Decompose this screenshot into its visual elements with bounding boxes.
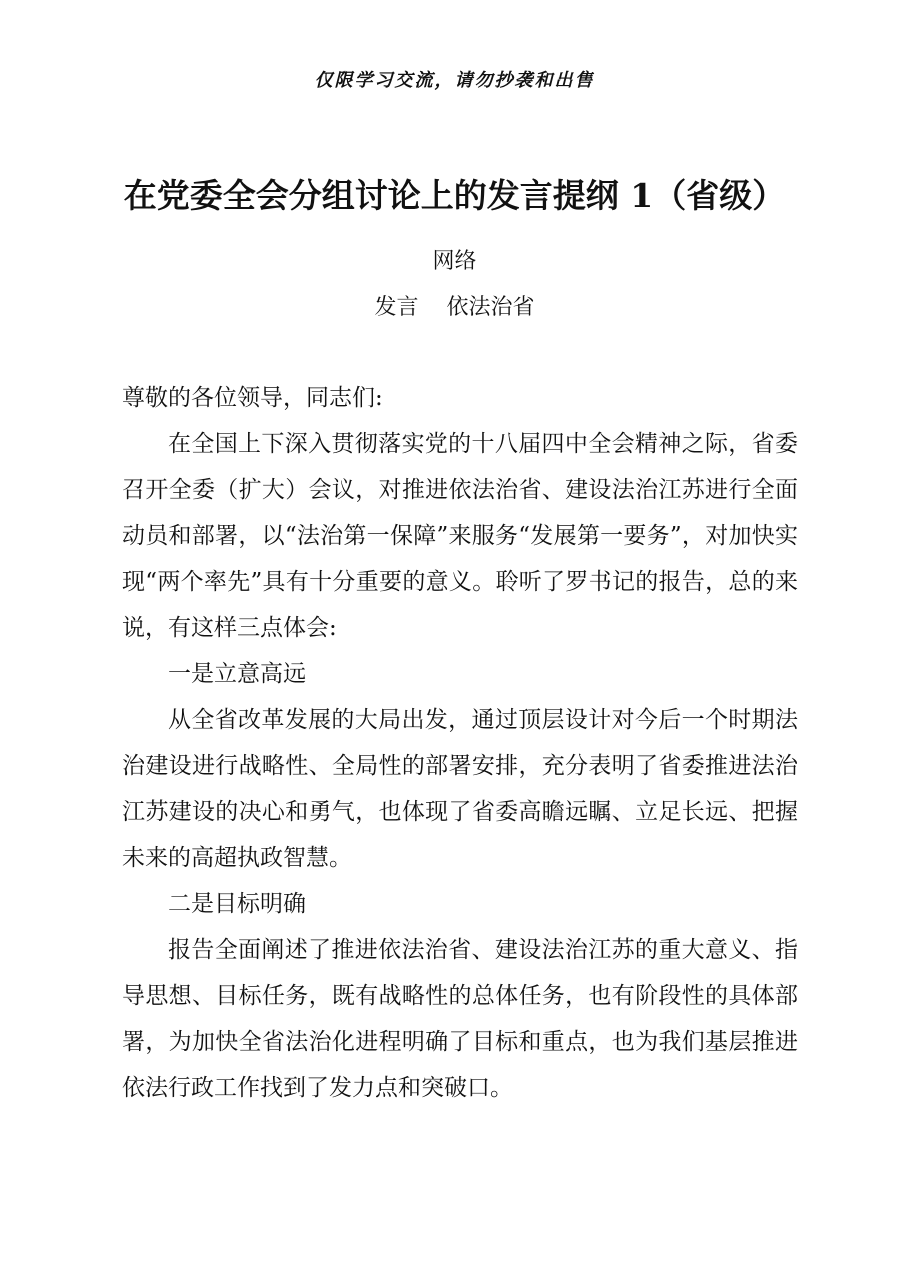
point2-heading: 二是目标明确 [168, 891, 306, 917]
point1-heading: 一是立意高远 [168, 661, 306, 687]
document-title: 在党委全会分组讨论上的发言提纲 1（省级） [123, 176, 786, 215]
point1-paragraph: 从全省改革发展的大局出发，通过顶层设计对今后一个时期法治建设进行战略性、全局性的部署安排，充分表明了省委推进法治江苏建设的决心和勇气，也体现了省委高瞻远瞩、立足长远、把握未来的高超执政智慧。 [122, 707, 798, 871]
document-source: 网络 [432, 249, 477, 274]
document-body [122, 375, 798, 1111]
intro-paragraph: 在全国上下深入贯彻落实党的十八届四中全会精神之际，省委召开全委（扩大）会议，对推进依法治省、建设法治江苏进行全面动员和部署，以“法治第一保障”来服务“发展第一要务”，对加快实现“两个率先”具有十分重要的意义。聆听了罗书记的报告，总的来说，有这样三点体会: [122, 431, 798, 641]
header-note: 仅限学习交流，请勿抄袭和出售 [314, 70, 595, 91]
keyword-item: 发言 [374, 295, 419, 320]
salutation: 尊敬的各位领导，同志们: [122, 385, 383, 411]
document-keywords [0, 290, 909, 321]
point2-paragraph: 报告全面阐述了推进依法治省、建设法治江苏的重大意义、指导思想、目标任务，既有战略性的总体任务，也有阶段性的具体部署，为加快全省法治化进程明确了目标和重点，也为我们基层推进依法行政工作找到了发力点和突破口。 [122, 937, 798, 1101]
keyword-item: 依法治省 [446, 295, 535, 320]
